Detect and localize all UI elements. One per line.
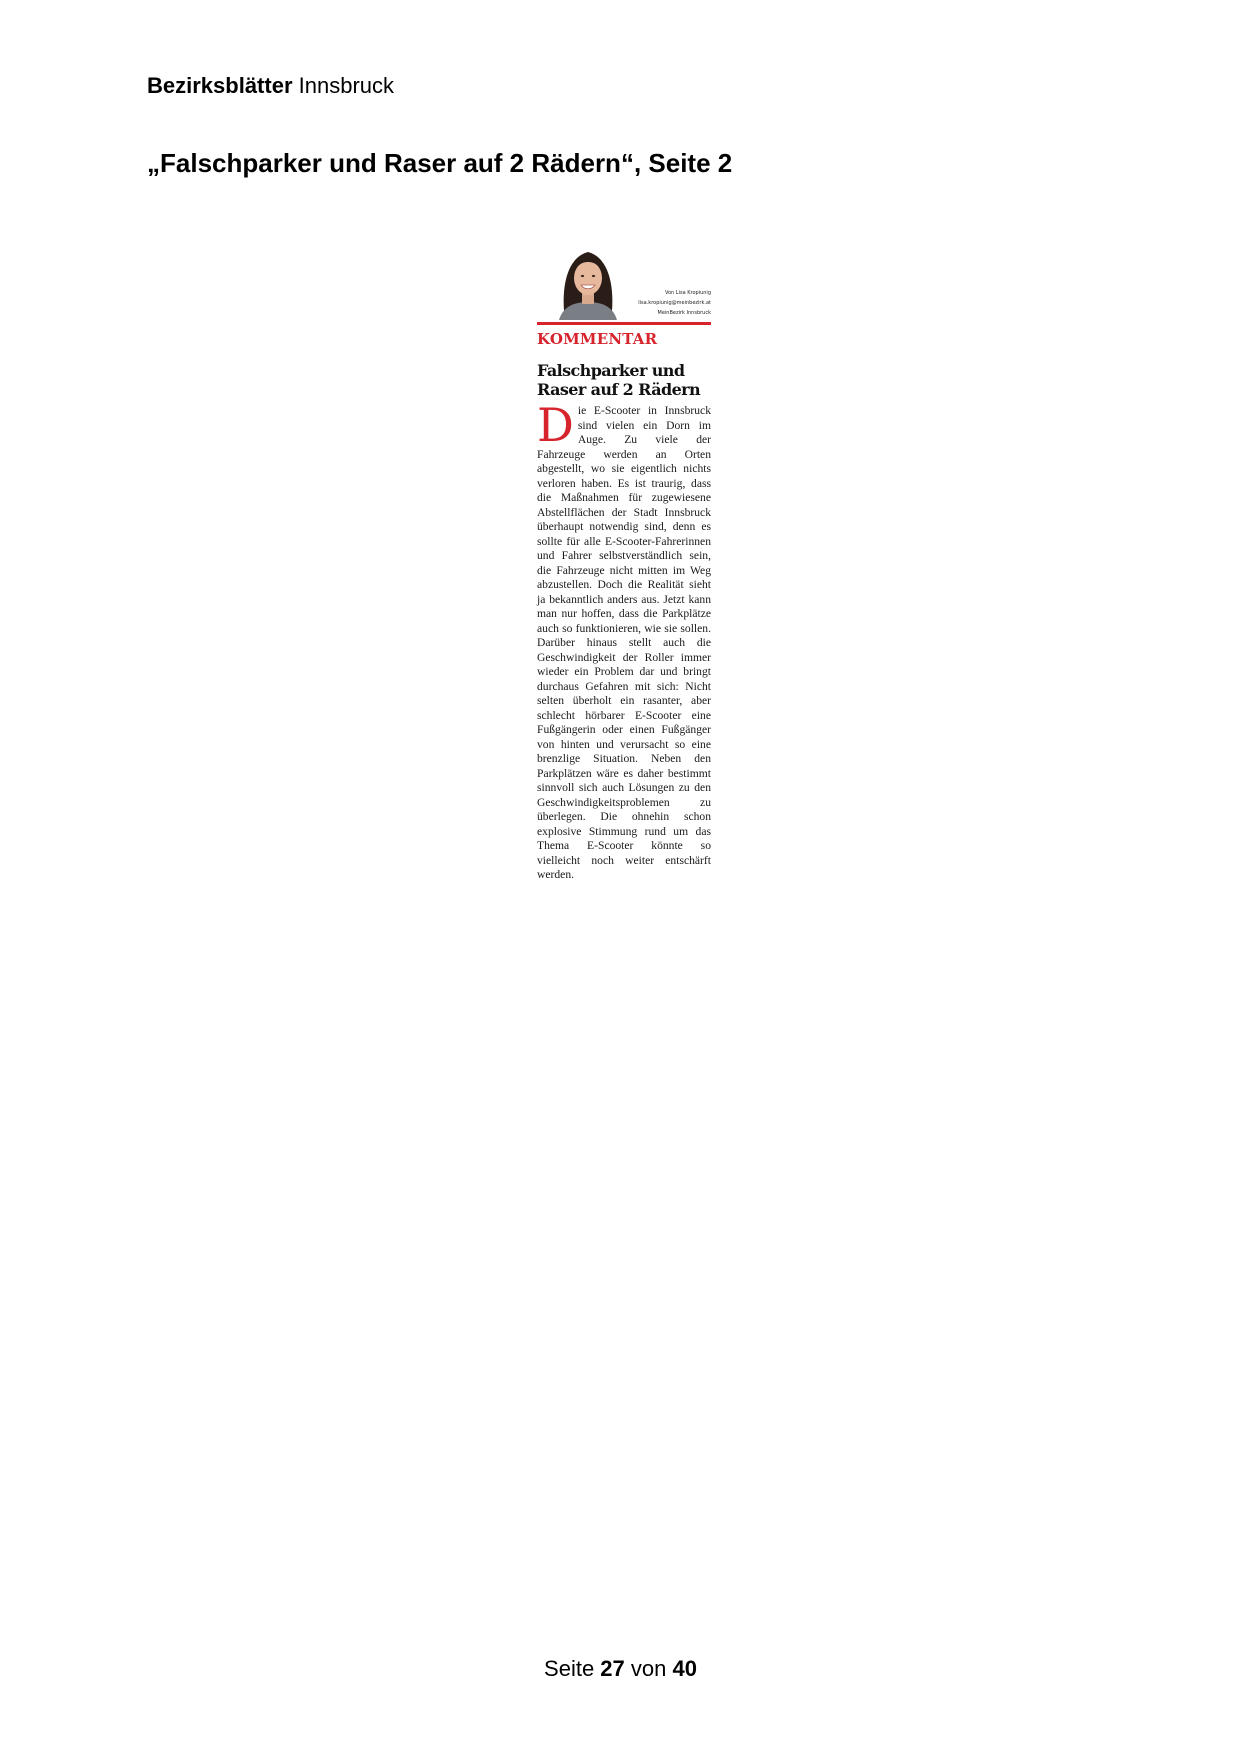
author-portrait	[559, 242, 617, 320]
publication-name-bold: Bezirksblätter	[147, 73, 293, 98]
total-page-count: 40	[672, 1656, 697, 1681]
section-kicker: KOMMENTAR	[537, 330, 658, 348]
publication-name-rest: Innsbruck	[292, 73, 395, 98]
article-headline: Falschparker und Raser auf 2 Rädern	[537, 361, 701, 399]
current-page-number: 27	[600, 1656, 625, 1681]
page-title: „Falschparker und Raser auf 2 Rädern“, Seite 2	[147, 148, 733, 178]
page-number-footer	[0, 1655, 1241, 1683]
newspaper-clipping	[537, 238, 711, 950]
byline-email: lisa.kropiunig@meinbezirk.at	[638, 300, 711, 306]
byline-author: Von Lisa Kropiunig	[664, 290, 711, 296]
byline	[611, 288, 711, 318]
dropcap-letter: D	[537, 398, 574, 452]
red-divider-rule	[537, 322, 711, 325]
byline-outlet: MeinBezirk Innsbruck	[657, 310, 711, 316]
page-label-middle: von	[624, 1656, 673, 1681]
document-header	[147, 72, 394, 100]
article-body	[537, 398, 711, 883]
article-body-text: ie E-Scooter in Innsbruck sind vielen ein Dorn im Auge. Zu viele der Fahrzeuge werden an Orten abgestellt, wo sie eigentlich nichts verloren haben. Es ist traurig, dass die Maßnahmen für zugewiesene Abstellflächen der Stadt Innsbruck überhaupt notwendig sind, denn es sollte für alle E-Scooter-Fahrerinnen und Fahrer selbstverständlich sein, die Fahrzeuge nicht mitten im Weg abzustellen. Doch die Realität sieht ja bekanntlich anders aus. Jetzt kann man nur hoffen, dass die Parkplätze auch so funktionieren, wie sie sollen. Darüber hinaus stellt auch die Geschwindigkeit der Roller immer wieder ein Problem dar und bringt durchaus Gefahren mit sich: Nicht selten überholt ein rasanter, aber schlecht hörbarer E-Scooter eine Fußgängerin oder einen Fußgänger von hinten und verursacht so eine brenzlige Situation. Neben den Parkplätzen wäre es daher bestimmt sinnvoll sich auch Lösungen zu den Geschwindigkeitsproblemen zu überlegen. Die ohnehin schon explosive Stimmung rund um das Thema E-Scooter könnte so vielleicht noch weiter entschärft werden.	[537, 404, 711, 881]
page-label-prefix: Seite	[544, 1656, 601, 1681]
